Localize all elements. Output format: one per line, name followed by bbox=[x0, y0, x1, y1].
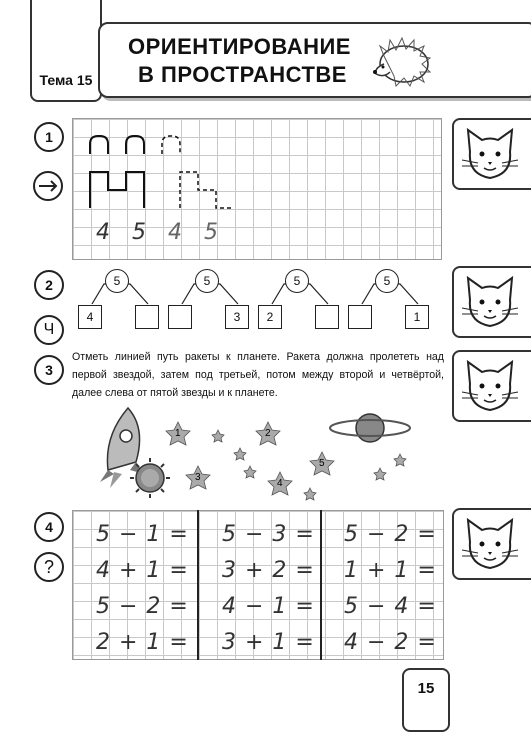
star-label: 3 bbox=[195, 472, 201, 483]
equation: 4 − 1 = bbox=[222, 594, 315, 619]
task2-right-box[interactable] bbox=[315, 305, 339, 329]
task2-top-circle: 5 bbox=[195, 269, 219, 293]
column-divider bbox=[320, 510, 322, 660]
task1-number: 1 bbox=[34, 122, 64, 152]
task1-digit: 5 bbox=[132, 220, 147, 245]
equation: 3 + 1 = bbox=[222, 630, 315, 655]
equation: 2 + 1 = bbox=[96, 630, 189, 655]
task2-left-box[interactable]: 4 bbox=[78, 305, 102, 329]
page-title-line2: В ПРОСТРАНСТВЕ bbox=[138, 62, 347, 87]
equation: 5 − 3 = bbox=[222, 522, 315, 547]
star-label: 4 bbox=[277, 478, 283, 489]
task2-left-box[interactable] bbox=[348, 305, 372, 329]
task2-connectors bbox=[0, 0, 531, 340]
task2-left-box[interactable] bbox=[168, 305, 192, 329]
star-icon bbox=[304, 488, 316, 500]
task1-digit: 5 bbox=[204, 220, 219, 245]
task2-right-box[interactable]: 1 bbox=[405, 305, 429, 329]
star-icon bbox=[212, 430, 224, 442]
cat-face-icon bbox=[460, 358, 520, 416]
equation: 5 − 2 = bbox=[344, 522, 437, 547]
task2-right-box[interactable] bbox=[135, 305, 159, 329]
equation: 1 + 1 = bbox=[344, 558, 437, 583]
equation: 5 − 4 = bbox=[344, 594, 437, 619]
star-icon bbox=[374, 468, 386, 480]
star-icon bbox=[244, 466, 256, 478]
equation: 4 + 1 = bbox=[96, 558, 189, 583]
star-icon bbox=[394, 454, 406, 466]
task1-digit: 4 bbox=[168, 220, 183, 245]
task2-number: 2 bbox=[34, 270, 64, 300]
star-label: 5 bbox=[319, 458, 325, 469]
star-label: 2 bbox=[265, 428, 271, 439]
task2-top-circle: 5 bbox=[285, 269, 309, 293]
task2-side-letter: Ч bbox=[34, 315, 64, 345]
task3-number: 3 bbox=[34, 355, 64, 385]
sun-icon bbox=[130, 458, 170, 498]
cat-card bbox=[452, 350, 531, 422]
task2-right-box[interactable]: 3 bbox=[225, 305, 249, 329]
task2-top-circle: 5 bbox=[105, 269, 129, 293]
page-title-line1: ОРИЕНТИРОВАНИЕ bbox=[128, 34, 351, 59]
equation: 5 − 2 = bbox=[96, 594, 189, 619]
task2-top-circle: 5 bbox=[375, 269, 399, 293]
cat-face-icon bbox=[460, 516, 520, 574]
task2-left-box[interactable]: 2 bbox=[258, 305, 282, 329]
task4-number: 4 bbox=[34, 512, 64, 542]
task3-instruction: Отметь линией путь ракеты к планете. Ракета должна пролететь над первой звездой, затем под третьей, потом между второй и четвёртой, далее слева от пятой звезды и к планете. bbox=[72, 351, 444, 399]
equation: 4 − 2 = bbox=[344, 630, 437, 655]
topic-label: Тема 15 bbox=[39, 72, 93, 88]
planet-icon bbox=[330, 414, 410, 442]
star-icon bbox=[234, 448, 246, 460]
task1-digit: 4 bbox=[96, 220, 111, 245]
equation: 5 − 1 = bbox=[96, 522, 189, 547]
star-label: 1 bbox=[175, 428, 181, 439]
page-number-tab bbox=[402, 668, 450, 732]
column-divider bbox=[197, 510, 199, 660]
equation: 3 + 2 = bbox=[222, 558, 315, 583]
task4-help-symbol: ? bbox=[34, 552, 64, 582]
page-number: 15 bbox=[417, 680, 435, 697]
cat-card bbox=[452, 508, 531, 580]
space-scene[interactable] bbox=[90, 400, 440, 510]
